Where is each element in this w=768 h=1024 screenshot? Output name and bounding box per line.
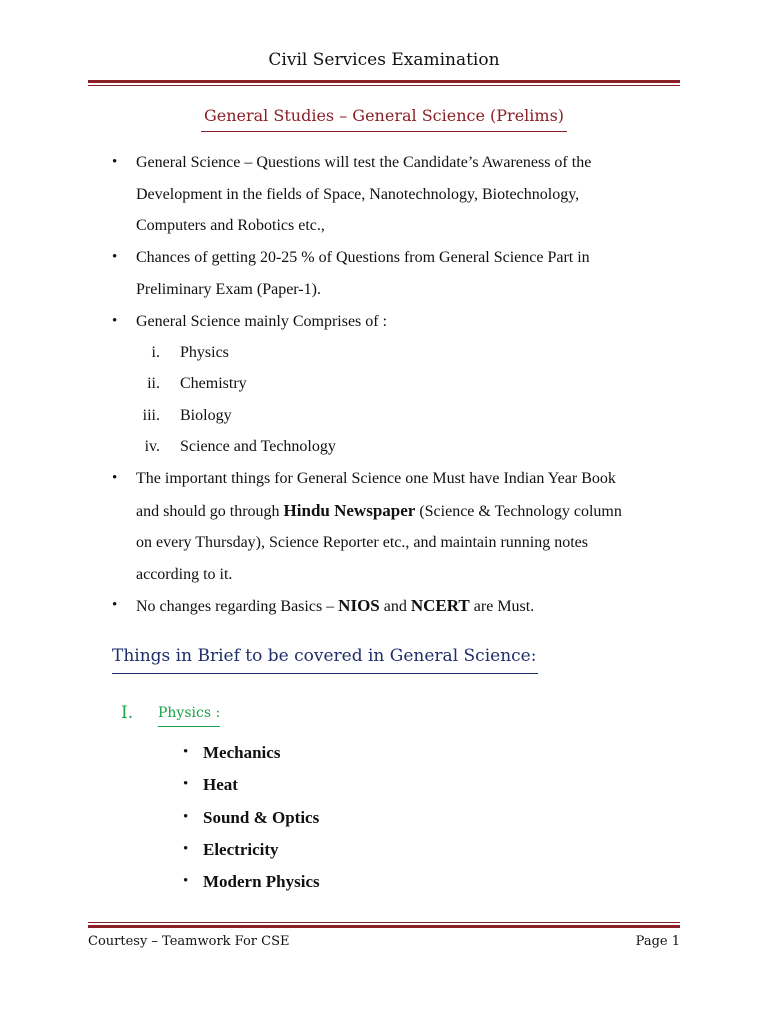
roman-numeral: ii. [147,375,160,392]
bullet-glyph: • [183,841,189,857]
bullet-1-line-1: General Science – Questions will test the Candidate’s Awareness of the [136,154,592,171]
document-header-title: Civil Services Examination [268,50,500,70]
roman-numeral: iv. [144,438,160,455]
bullet-2-line-2: Preliminary Exam (Paper-1). [136,280,321,298]
footer-rule-thick [88,925,680,928]
physics-topic: Electricity [203,840,279,859]
header-rule-thin [88,85,680,86]
hindu-newspaper-emphasis: Hindu Newspaper [283,500,416,520]
comprises-item: Biology [180,407,232,424]
physics-topic: Sound & Optics [203,808,320,827]
bullet-glyph: • [112,249,118,265]
bullet-4-line-2 [136,495,676,528]
roman-numeral: i. [151,344,160,361]
physics-section-number: I. [121,703,134,723]
bullet-glyph: • [112,470,118,486]
bullet-5-pre: No changes regarding Basics – [136,598,339,615]
comprises-item: Science and Technology [180,438,336,455]
bullet-1-text [136,147,676,242]
roman-numeral: iii. [142,407,160,424]
nios-emphasis: NIOS [338,596,380,615]
brief-heading-text: Things in Brief to be covered in General Science: [112,646,538,674]
bullet-glyph: • [183,776,189,792]
footer-page-number: Page 1 [635,934,680,949]
ncert-emphasis: NCERT [410,596,470,615]
comprises-item: Chemistry [180,375,247,392]
bullet-1-line-3: Computers and Robotics etc., [136,217,325,234]
bullet-4-text [136,463,676,590]
brief-heading [112,646,538,674]
section-title [0,106,768,132]
bullet-4-line-3: on every Thursday), Science Reporter etc., and maintain running notes [136,534,589,551]
bullet-glyph: • [112,597,118,613]
footer-rule-thin [88,922,680,923]
bullet-4-line-2-post: (Science & Technology column [415,502,622,520]
bullet-glyph: • [112,154,118,170]
footer-courtesy: Courtesy – Teamwork For CSE [88,934,290,949]
physics-section-label-text: Physics : [158,705,220,727]
comprises-item: Physics [180,344,229,361]
bullet-4-line-4: according to it. [136,565,233,583]
bullet-4-line-1: The important things for General Science one Must have Indian Year Book [136,470,616,487]
bullet-glyph: • [183,873,189,889]
section-title-text: General Studies – General Science (Prelims) [201,106,567,132]
header-rule-thick [88,80,680,83]
bullet-4-line-2-pre: and should go through [136,502,284,520]
bullet-5-text [136,590,676,623]
bullet-3-text: General Science mainly Comprises of : [136,313,388,330]
physics-section-label [158,705,220,727]
bullet-glyph: • [112,313,118,329]
bullet-2-text [136,242,676,305]
physics-topic: Modern Physics [203,872,320,891]
physics-topic: Heat [203,775,238,794]
bullet-5-post: are Must. [469,598,535,615]
bullet-1-line-2: Development in the fields of Space, Nanotechnology, Biotechnology, [136,185,580,203]
bullet-5-mid: and [379,598,411,615]
bullet-2-line-1: Chances of getting 20-25 % of Questions from General Science Part in [136,249,590,266]
bullet-glyph: • [183,744,189,760]
physics-topic: Mechanics [203,743,281,762]
bullet-glyph: • [183,809,189,825]
